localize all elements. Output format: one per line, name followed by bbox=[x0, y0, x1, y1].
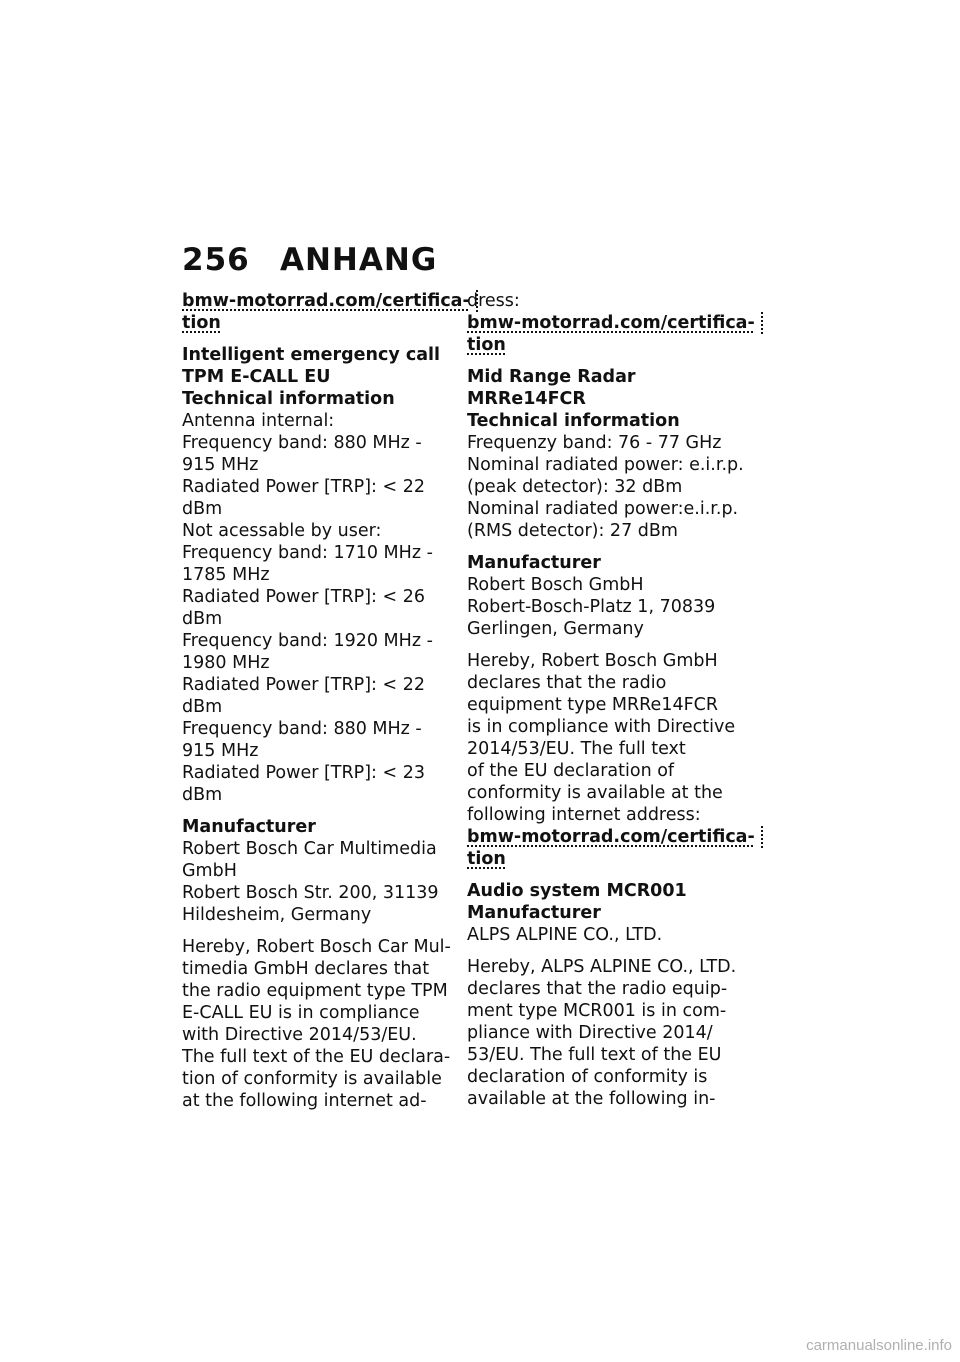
spec-line: Frequency band: 1710 MHz - bbox=[182, 543, 433, 563]
declaration-line: tion of conformity is available bbox=[182, 1069, 442, 1089]
spec-line: Nominal radiated power: e.i.r.p. bbox=[467, 455, 744, 475]
address-line: Robert Bosch Car Multimedia bbox=[182, 839, 437, 859]
declaration-line: following internet address: bbox=[467, 805, 701, 825]
manufacturer-heading: Manufacturer bbox=[467, 553, 601, 573]
declaration-line: the radio equipment type TPM bbox=[182, 981, 448, 1001]
section-heading-radar-model: MRRe14FCR bbox=[467, 389, 586, 409]
continuation-text: dress: bbox=[467, 291, 520, 311]
declaration-line: Hereby, ALPS ALPINE CO., LTD. bbox=[467, 957, 737, 977]
declaration-line: declaration of conformity is bbox=[467, 1067, 708, 1087]
declaration-paragraph bbox=[467, 956, 737, 1110]
spec-line: Not acessable by user: bbox=[182, 521, 382, 541]
declaration-line: Hereby, Robert Bosch GmbH bbox=[467, 651, 718, 671]
manufacturer-address bbox=[467, 574, 737, 640]
declaration-line: declares that the radio bbox=[467, 673, 667, 693]
technical-specs bbox=[467, 432, 744, 542]
certification-link-continuation[interactable]: tion bbox=[467, 335, 506, 355]
certification-link-continuation[interactable]: tion bbox=[467, 849, 506, 869]
spec-line: 915 MHz bbox=[182, 741, 259, 761]
spec-line: dBm bbox=[182, 499, 223, 519]
declaration-line: available at the following in- bbox=[467, 1089, 716, 1109]
declaration-line: The full text of the EU declara- bbox=[182, 1047, 451, 1067]
section-heading-audio: Audio system MCR001 bbox=[467, 881, 687, 901]
declaration-line: declares that the radio equip- bbox=[467, 979, 728, 999]
declaration-line: is in compliance with Directive bbox=[467, 717, 736, 737]
page-title: ANHANG bbox=[280, 242, 438, 278]
address-line: GmbH bbox=[182, 861, 237, 881]
left-column bbox=[182, 290, 470, 1112]
certification-link[interactable]: bmw-motorrad.com/certifica- bbox=[467, 312, 763, 334]
declaration-line: with Directive 2014/53/EU. bbox=[182, 1025, 417, 1045]
spec-line: dBm bbox=[182, 609, 223, 629]
spec-line: Frequenzy band: 76 - 77 GHz bbox=[467, 433, 722, 453]
declaration-line: ment type MCR001 is in com- bbox=[467, 1001, 727, 1021]
section-heading-ecall: Intelligent emergency call bbox=[182, 345, 441, 365]
spec-line: Radiated Power [TRP]: < 26 bbox=[182, 587, 425, 607]
page-number: 256 bbox=[182, 242, 250, 278]
address-line: Robert-Bosch-Platz 1, 70839 bbox=[467, 597, 716, 617]
declaration-line: of the EU declaration of bbox=[467, 761, 675, 781]
certification-link-continuation[interactable]: tion bbox=[182, 313, 221, 333]
address-line: Gerlingen, Germany bbox=[467, 619, 644, 639]
spec-line: Radiated Power [TRP]: < 22 bbox=[182, 675, 425, 695]
declaration-line: E-CALL EU is in compliance bbox=[182, 1003, 420, 1023]
section-heading-ecall-model: TPM E-CALL EU bbox=[182, 367, 331, 387]
technical-information-heading: Technical information bbox=[182, 389, 395, 409]
technical-information-heading: Technical information bbox=[467, 411, 680, 431]
declaration-line: 53/EU. The full text of the EU bbox=[467, 1045, 722, 1065]
declaration-line: Hereby, Robert Bosch Car Mul- bbox=[182, 937, 451, 957]
address-line: Hildesheim, Germany bbox=[182, 905, 372, 925]
address-line: Robert Bosch Str. 200, 31139 bbox=[182, 883, 439, 903]
declaration-line: 2014/53/EU. The full text bbox=[467, 739, 686, 759]
spec-line: Nominal radiated power:e.i.r.p. bbox=[467, 499, 739, 519]
spec-line: (RMS detector): 27 dBm bbox=[467, 521, 678, 541]
spec-line: Frequency band: 1920 MHz - bbox=[182, 631, 433, 651]
spec-line: 1980 MHz bbox=[182, 653, 270, 673]
page-header bbox=[182, 240, 437, 280]
spec-line: Frequency band: 880 MHz - bbox=[182, 719, 422, 739]
right-column bbox=[467, 290, 755, 1110]
declaration-line: pliance with Directive 2014/ bbox=[467, 1023, 713, 1043]
manufacturer-address bbox=[182, 838, 452, 926]
technical-specs bbox=[182, 410, 452, 806]
spec-line: Radiated Power [TRP]: < 23 bbox=[182, 763, 425, 783]
spec-line: 1785 MHz bbox=[182, 565, 270, 585]
spec-line: Radiated Power [TRP]: < 22 bbox=[182, 477, 425, 497]
watermark: carmanualsonline.info bbox=[806, 1337, 952, 1354]
spec-line: Antenna internal: bbox=[182, 411, 335, 431]
spec-line: 915 MHz bbox=[182, 455, 259, 475]
manufacturer-heading: Manufacturer bbox=[182, 817, 316, 837]
section-heading-radar: Mid Range Radar bbox=[467, 367, 636, 387]
spec-line: dBm bbox=[182, 697, 223, 717]
spec-line: dBm bbox=[182, 785, 223, 805]
declaration-paragraph bbox=[467, 650, 737, 826]
declaration-line: conformity is available at the bbox=[467, 783, 723, 803]
declaration-paragraph bbox=[182, 936, 452, 1112]
declaration-line: at the following internet ad- bbox=[182, 1091, 427, 1111]
spec-line: Frequency band: 880 MHz - bbox=[182, 433, 422, 453]
spec-line: (peak detector): 32 dBm bbox=[467, 477, 683, 497]
declaration-line: timedia GmbH declares that bbox=[182, 959, 430, 979]
declaration-line: equipment type MRRe14FCR bbox=[467, 695, 719, 715]
certification-link[interactable]: bmw-motorrad.com/certifica- bbox=[182, 290, 478, 312]
manufacturer-heading: Manufacturer bbox=[467, 903, 601, 923]
address-line: Robert Bosch GmbH bbox=[467, 575, 644, 595]
certification-link[interactable]: bmw-motorrad.com/certifica- bbox=[467, 826, 763, 848]
manufacturer-name: ALPS ALPINE CO., LTD. bbox=[467, 925, 663, 945]
